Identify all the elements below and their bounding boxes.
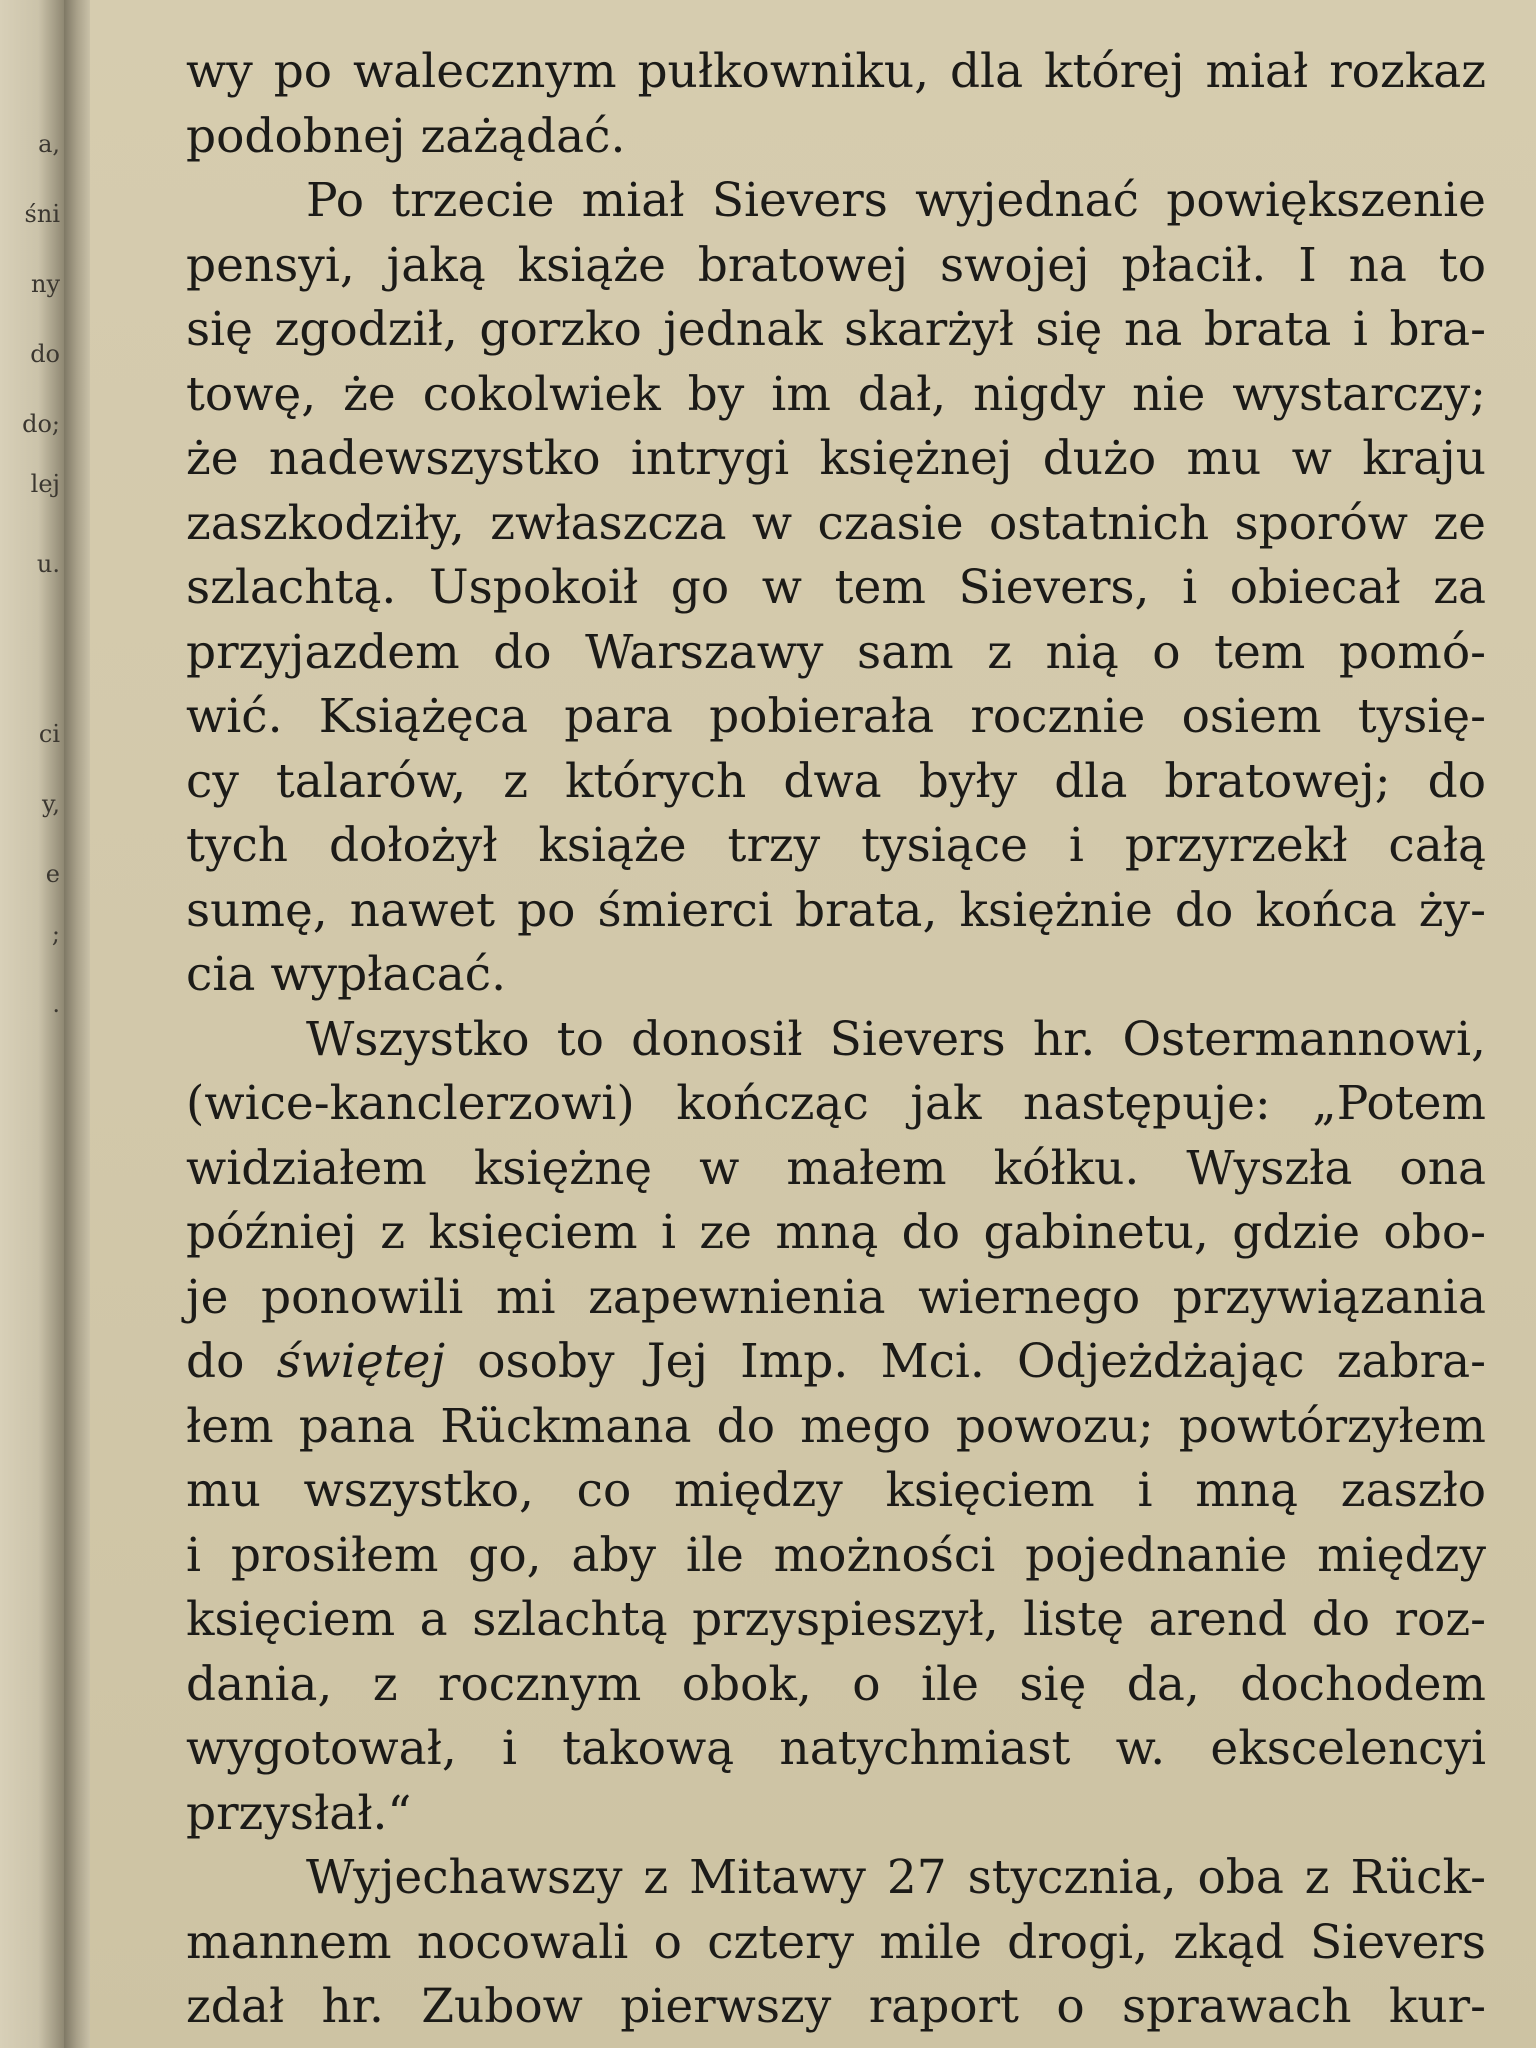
text-segment: osoby Jej Imp. Mci. Odjeżdżając zabra-	[445, 1334, 1487, 1389]
text-line: towę, że cokolwiek by im dał, nigdy nie wystarczy;	[186, 366, 1486, 422]
text-segment: do	[186, 1334, 277, 1389]
left-page-fragment: y,	[42, 790, 60, 818]
text-line: je ponowili mi zapewnienia wiernego przywiązania	[186, 1269, 1486, 1325]
left-page-fragment: ny	[30, 270, 60, 298]
text-line: sumę, nawet po śmierci brata, księżnie do końca ży-	[186, 882, 1486, 938]
text-line: widziałem księżnę w małem kółku. Wyszła ona	[186, 1140, 1486, 1196]
text-line: pensyi, jaką książe bratowej swojej płacił. I na to	[186, 237, 1486, 293]
left-page-fragment: lej	[30, 470, 60, 498]
left-page-fragment: śni	[24, 200, 60, 228]
text-line: Wszystko to donosił Sievers hr. Ostermannowi,	[306, 1011, 1486, 1067]
text-line: zdał hr. Zubow pierwszy raport o sprawach kur-	[186, 1979, 1486, 2034]
text-line: i prosiłem go, aby ile możności pojednanie między	[186, 1527, 1486, 1583]
text-line: cia wypłacać.	[186, 947, 507, 1002]
text-line: wygotował, i takową natychmiast w. ekscelencyi	[186, 1721, 1486, 1776]
left-page-fragment: do	[30, 340, 60, 368]
text-line: że nadewszystko intrygi księżnej dużo mu w kraju	[186, 431, 1486, 486]
left-page-edge	[0, 0, 64, 2048]
text-line: (wice-kanclerzowi) kończąc jak następuje: „Potem	[186, 1076, 1486, 1131]
body-text	[186, 40, 1486, 2040]
text-line: zaszkodziły, zwłaszcza w czasie ostatnich sporów ze	[186, 495, 1486, 551]
left-page-fragment: e	[45, 860, 60, 888]
left-page-fragment: .	[52, 990, 60, 1018]
text-line: wić. Książęca para pobierała rocznie osiem tysię-	[186, 689, 1486, 744]
text-line: cy talarów, z których dwa były dla bratowej; do	[186, 753, 1486, 809]
text-line: łem pana Rückmana do mego powozu; powtórzyłem	[186, 1398, 1486, 1454]
text-line: później z księciem i ze mną do gabinetu, gdzie obo-	[186, 1205, 1486, 1260]
text-line: szlachtą. Uspokoił go w tem Sievers, i obiecał za	[186, 560, 1486, 615]
text-line: Wyjechawszy z Mitawy 27 stycznia, oba z Rück-	[306, 1850, 1486, 1905]
text-line: Po trzecie miał Sievers wyjednać powiększenie	[306, 173, 1486, 228]
text-line: tych dołożył książe trzy tysiące i przyrzekł całą	[186, 818, 1486, 873]
text-line: przysłał.“	[186, 1785, 412, 1841]
text-line: mu wszystko, co między księciem i mną zaszło	[186, 1463, 1486, 1518]
left-page-fragment: u.	[36, 550, 60, 578]
book-page	[90, 0, 1536, 2048]
book-gutter	[64, 0, 90, 2048]
left-page-fragment: a,	[38, 130, 60, 158]
left-page-fragment: ;	[51, 920, 60, 948]
text-line: księciem a szlachtą przyspieszył, listę arend do roz-	[186, 1592, 1486, 1647]
text-line: wy po walecznym pułkowniku, dla której miał rozkaz	[186, 44, 1486, 99]
left-page-fragment: do;	[22, 410, 60, 438]
text-line: mannem nocowali o cztery mile drogi, zkąd Sievers	[186, 1914, 1486, 1970]
text-line: podobnej zażądać.	[186, 108, 626, 164]
text-line: się zgodził, gorzko jednak skarżył się na brata i bra-	[186, 302, 1486, 357]
text-line: przyjazdem do Warszawy sam z nią o tem pomó-	[186, 624, 1486, 680]
left-page-fragment: ci	[38, 720, 60, 748]
text-line: dania, z rocznym obok, o ile się da, dochodem	[186, 1656, 1486, 1712]
italic-word: świętej	[276, 1334, 446, 1389]
text-line-with-italic	[186, 1330, 1486, 1395]
